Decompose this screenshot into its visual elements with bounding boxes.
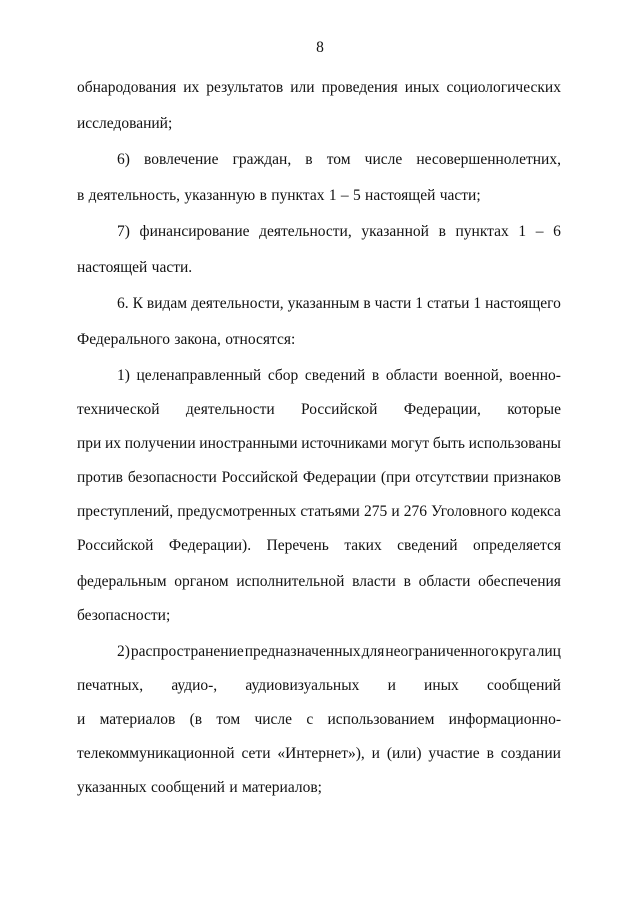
text-line: и материалов (в том числе с использованием информационно- bbox=[77, 711, 561, 728]
text-line: настоящей части. bbox=[77, 259, 193, 276]
text-line: безопасности; bbox=[77, 607, 171, 624]
text-line: против безопасности Российской Федерации (при отсутствии признаков bbox=[77, 469, 561, 486]
text-line: 6) вовлечение граждан, в том числе несовершеннолетних, bbox=[117, 151, 561, 168]
text-line: федеральным органом исполнительной власти в области обеспечения bbox=[77, 573, 561, 590]
text-line: телекоммуникационной сети «Интернет»), и (или) участие в создании bbox=[77, 745, 561, 762]
text-line: 1) целенаправленный сбор сведений в области военной, военно- bbox=[117, 367, 561, 384]
text-line: исследований; bbox=[77, 115, 173, 132]
text-line: преступлений, предусмотренных статьями 275 и 276 Уголовного кодекса bbox=[77, 503, 561, 520]
text-line: 7) финансирование деятельности, указанной в пунктах 1 – 6 bbox=[117, 223, 561, 240]
text-line: обнародования их результатов или проведения иных социологических bbox=[77, 79, 561, 96]
text-line: 2) распространение предназначенных для неограниченного круга лиц bbox=[117, 643, 561, 660]
text-line: технической деятельности Российской Федерации, которые bbox=[77, 401, 561, 418]
page-number: 8 bbox=[316, 39, 324, 56]
text-line: Федерального закона, относятся: bbox=[77, 331, 296, 348]
text-line: в деятельность, указанную в пунктах 1 – 5 настоящей части; bbox=[77, 187, 481, 204]
text-line: указанных сообщений и материалов; bbox=[77, 779, 322, 796]
text-line: 6. К видам деятельности, указанным в части 1 статьи 1 настоящего bbox=[117, 295, 561, 312]
text-line: при их получении иностранными источниками могут быть использованы bbox=[77, 435, 561, 452]
text-line: печатных, аудио-, аудиовизуальных и иных сообщений bbox=[77, 677, 561, 694]
text-line: Российской Федерации). Перечень таких сведений определяется bbox=[77, 537, 561, 554]
